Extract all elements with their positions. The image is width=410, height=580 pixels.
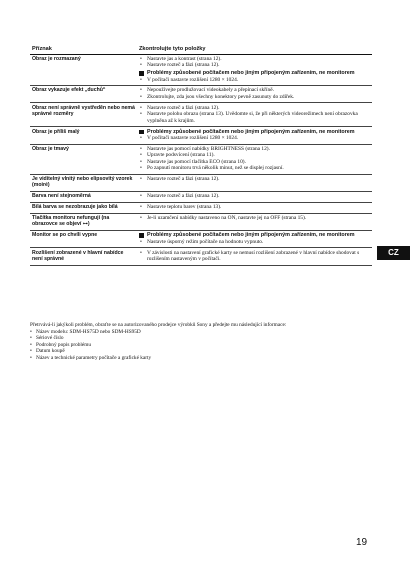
check-items-cell xyxy=(137,86,372,103)
symptom-cell: Rozlišení zobrazené v hlavní nabídce není správné xyxy=(30,248,137,265)
check-item: • Upravte podsvícení (strana 11). xyxy=(139,152,370,158)
check-item: • Zkontrolujte, zda jsou všechny konektory pevně zasunuty do zdířek. xyxy=(139,94,370,100)
notes-item: • Název a technické parametry počítače a grafické karty xyxy=(30,355,290,362)
check-item: • Nastavte rozteč a fázi (strana 12). xyxy=(139,105,370,111)
symptom-cell: Barva není stejnoměrná xyxy=(30,191,137,202)
page-number: 19 xyxy=(356,537,368,548)
notes-item: • Název modelu: SDM-HS75D nebo SDM-HS95D xyxy=(30,329,290,336)
check-item: • Nastavte jas pomocí nabídky BRIGHTNESS (strana 12). xyxy=(139,146,370,152)
check-items-cell xyxy=(137,213,372,230)
table-row xyxy=(30,230,372,247)
check-items-cell xyxy=(137,230,372,247)
symptom-cell: Obraz vykazuje efekt „duchů“ xyxy=(30,86,137,103)
check-item: • V počítači nastavte rozlišení 1280 × 1024. xyxy=(139,77,370,83)
check-items-cell xyxy=(137,191,372,202)
problem-source-note: Problémy způsobené počítačem nebo jiným připojeným zařízením, ne monitorem xyxy=(139,232,370,238)
table-row xyxy=(30,191,372,202)
check-item: • Nastavte polohu obrazu (strana 13). Uvědomte si, že při některých videorežimech není obrazovka vyplněna až k krajům. xyxy=(139,111,370,124)
table-row xyxy=(30,54,372,86)
check-items-cell xyxy=(137,174,372,191)
symptom-cell: Obraz není správně vystředěn nebo nemá správné rozměry xyxy=(30,103,137,127)
table-row xyxy=(30,248,372,265)
check-item: • Po zapnutí monitoru trvá několik minut, než se displej rozjasní. xyxy=(139,165,370,171)
check-item: • Nastavte rozteč a fázi (strana 12). xyxy=(139,176,370,182)
check-items-cell xyxy=(137,202,372,213)
notes-intro: Přetrvává-li jakýkoli problém, obraťte se na autorizovaného prodejce výrobků Sony a předejte mu následující informace: xyxy=(30,322,287,328)
check-items-cell xyxy=(137,54,372,86)
table-row xyxy=(30,127,372,144)
notes-item: • Datum koupě xyxy=(30,348,290,355)
check-items-cell xyxy=(137,144,372,174)
symptom-cell: Tlačítka monitoru nefungují (na obrazovce se objeví ⊶) xyxy=(30,213,137,230)
check-item: • Nastavte rozteč a fázi (strana 12). xyxy=(139,193,370,199)
check-item: • Nastavte jas a kontrast (strana 12). xyxy=(139,56,370,62)
table-row xyxy=(30,213,372,230)
table-row xyxy=(30,202,372,213)
table-row xyxy=(30,86,372,103)
symptom-cell: Obraz je příliš malý xyxy=(30,127,137,144)
notes-item: • Podrobný popis problému xyxy=(30,342,290,349)
language-tab: CZ xyxy=(377,246,410,260)
symptom-cell: Obraz je tmavý xyxy=(30,144,137,174)
symptom-cell: Monitor se po chvíli vypne xyxy=(30,230,137,247)
check-item: • Nepoužívejte prodlužovací videokabely a přepínací skříně. xyxy=(139,87,370,93)
header-symptom: Příznak xyxy=(30,45,137,54)
header-check-items: Zkontrolujte tyto položky xyxy=(137,45,372,54)
check-item: • Je-li uzamčení nabídky nastaveno na ON, nastavte jej na OFF (strana 15). xyxy=(139,215,370,221)
symptom-cell: Obraz je rozmazaný xyxy=(30,54,137,86)
table-row xyxy=(30,144,372,174)
check-item: • V závislosti na nastavení grafické karty se nemusí rozlišení zobrazené v hlavní nabídce shodovat s rozlišením nastaveným v počítači. xyxy=(139,250,370,263)
table-body xyxy=(30,54,372,265)
table-header-row xyxy=(30,45,372,54)
table-row xyxy=(30,174,372,191)
check-items-cell xyxy=(137,103,372,127)
problem-source-note: Problémy způsobené počítačem nebo jiným připojeným zařízením, ne monitorem xyxy=(139,70,370,76)
check-item: • Nastavte úsporný režim počítače na hodnotu vypnuto. xyxy=(139,239,370,245)
troubleshooting-table xyxy=(30,45,372,266)
check-items-cell xyxy=(137,127,372,144)
table-row xyxy=(30,103,372,127)
symptom-cell: Bílá barva se nezobrazuje jako bílá xyxy=(30,202,137,213)
problem-source-note: Problémy způsobené počítačem nebo jiným připojeným zařízením, ne monitorem xyxy=(139,129,370,135)
support-notes xyxy=(30,322,290,362)
notes-item: • Sériové číslo xyxy=(30,335,290,342)
check-items-cell xyxy=(137,248,372,265)
check-item: • Nastavte jas pomocí tlačítka ECO (strana 10). xyxy=(139,159,370,165)
check-item: • Nastavte teplotu barev (strana 13). xyxy=(139,204,370,210)
check-item: • V počítači nastavte rozlišení 1280 × 1024. xyxy=(139,135,370,141)
check-item: • Nastavte rozteč a fázi (strana 12). xyxy=(139,62,370,68)
symptom-cell: Je viditelný vlnitý nebo elipsovitý vzorek (moiré) xyxy=(30,174,137,191)
notes-list xyxy=(30,329,290,362)
